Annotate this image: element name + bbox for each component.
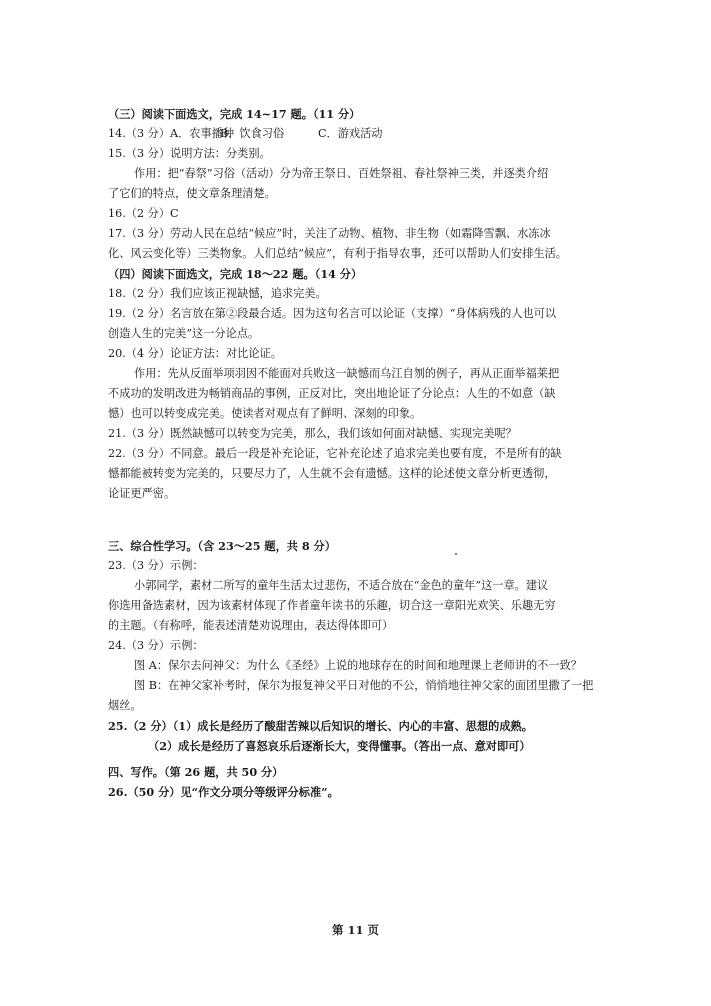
answer-15-line-1: 15.（3 分）说明方法：分类别。 (108, 147, 271, 160)
answer-22-line-2: 憾都能被转变为完美的，只要尽力了，人生就不会有遗憾。这样的论述使文章分析更透彻， (108, 467, 556, 480)
answer-24-line-4: 烟丝。 (108, 699, 142, 712)
answer-15-line-3: 了它们的特点，使文章条理清楚。 (108, 187, 276, 200)
answer-22-line-1: 22.（3 分）不同意。最后一段是补充论证，它补充论述了追求完美也要有度，不是所有的缺 (108, 447, 562, 460)
section-3b-header: 三、综合性学习。（含 23～25 题，共 8 分） (108, 539, 336, 553)
answer-16: 16.（2 分）C (108, 207, 179, 220)
answer-25-line-1: 25.（2 分）（1）成长是经历了酸甜苦辣以后知识的增长、内心的丰富、思想的成熟。 (108, 719, 533, 733)
answer-content (108, 104, 608, 802)
answer-14-c: C．游戏活动 (318, 127, 383, 140)
answer-22-line-3: 论证更严密。 (108, 487, 176, 500)
answer-19-line-2: 创造人生的完美”这一分论点。 (108, 327, 260, 340)
answer-23-line-4: 的主题。（有称呼，能表述清楚劝说理由，表达得体即可） (108, 619, 394, 632)
page-number: 第 11 页 (331, 923, 379, 937)
answer-25-line-2: （2）成长是经历了喜怒哀乐后逐渐长大，变得懂事。（答出一点、意对即可） (148, 739, 531, 753)
answer-15-line-2: 作用：把“春祭”习俗（活动）分为帝王祭日、百姓祭祖、春社祭神三类，并逐类介绍 (134, 167, 549, 180)
scan-speck (455, 553, 457, 555)
answer-24-line-1: 24.（3 分）示例： (108, 639, 204, 652)
answer-24-line-2: 图 A：保尔去问神父：为什么《圣经》上说的地球存在的时间和地理课上老师讲的不一致？ (134, 659, 582, 672)
answer-24-line-3: 图 B：在神父家补考时，保尔为报复神父平日对他的不公，悄悄地往神父家的面团里撒了一把 (134, 679, 594, 692)
answer-14 (108, 124, 608, 144)
answer-17-line-2: 化、风云变化等）三类物象。人们总结“候应”，有利于指导农事，还可以帮助人们安排生活。 (108, 247, 567, 260)
section-3-header: （三）阅读下面选文，完成 14~17 题。（11 分） (108, 107, 361, 121)
answer-21: 21.（3 分）既然缺憾可以转变为完美，那么，我们该如何面对缺憾、实现完美呢？ (108, 427, 517, 440)
answer-14-a: 14.（3 分）A．农事播种 (108, 127, 235, 140)
answer-23-line-3: 你选用备选素材，因为该素材体现了作者童年读书的乐趣，切合这一章阳光欢笑、乐趣无穷 (108, 599, 556, 612)
answer-20-line-3: 不成功的发明改进为畅销商品的事例，正反对比，突出地论证了分论点：人生的不如意（缺 (108, 387, 556, 400)
answer-19-line-1: 19.（2 分）名言放在第②段最合适。因为这句名言可以论证（支撑）“身体病残的人也可以 (108, 307, 557, 320)
answer-17-line-1: 17.（3 分）劳动人民在总结“候应”时，关注了动物、植物、非生物（如霜降雪飘、水冻冰 (108, 227, 551, 240)
answer-20-line-1: 20.（4 分）论证方法：对比论证。 (108, 347, 282, 360)
answer-23-line-1: 23.（3 分）示例： (108, 559, 204, 572)
section-4b-header: 四、写作。（第 26 题，共 50 分） (108, 765, 284, 779)
answer-20-line-2: 作用：先从反面举项羽因不能面对兵败这一缺憾而乌江自刎的例子，再从正面举福莱把 (134, 367, 560, 380)
answer-18: 18.（2 分）我们应该正视缺憾，追求完美。 (108, 287, 327, 300)
answer-20-line-4: 憾）也可以转变成完美。使读者对观点有了鲜明、深刻的印象。 (108, 407, 422, 420)
section-4-header: （四）阅读下面选文，完成 18～22 题。（14 分） (108, 267, 363, 281)
answer-23-line-2: 小郭同学，素材二所写的童年生活太过悲伤，不适合放在“金色的童年”这一章。建议 (134, 579, 549, 592)
answer-14-b: B．饮食习俗 (220, 127, 285, 140)
answer-26: 26.（50 分）见“作文分项分等级评分标准”。 (108, 785, 339, 799)
